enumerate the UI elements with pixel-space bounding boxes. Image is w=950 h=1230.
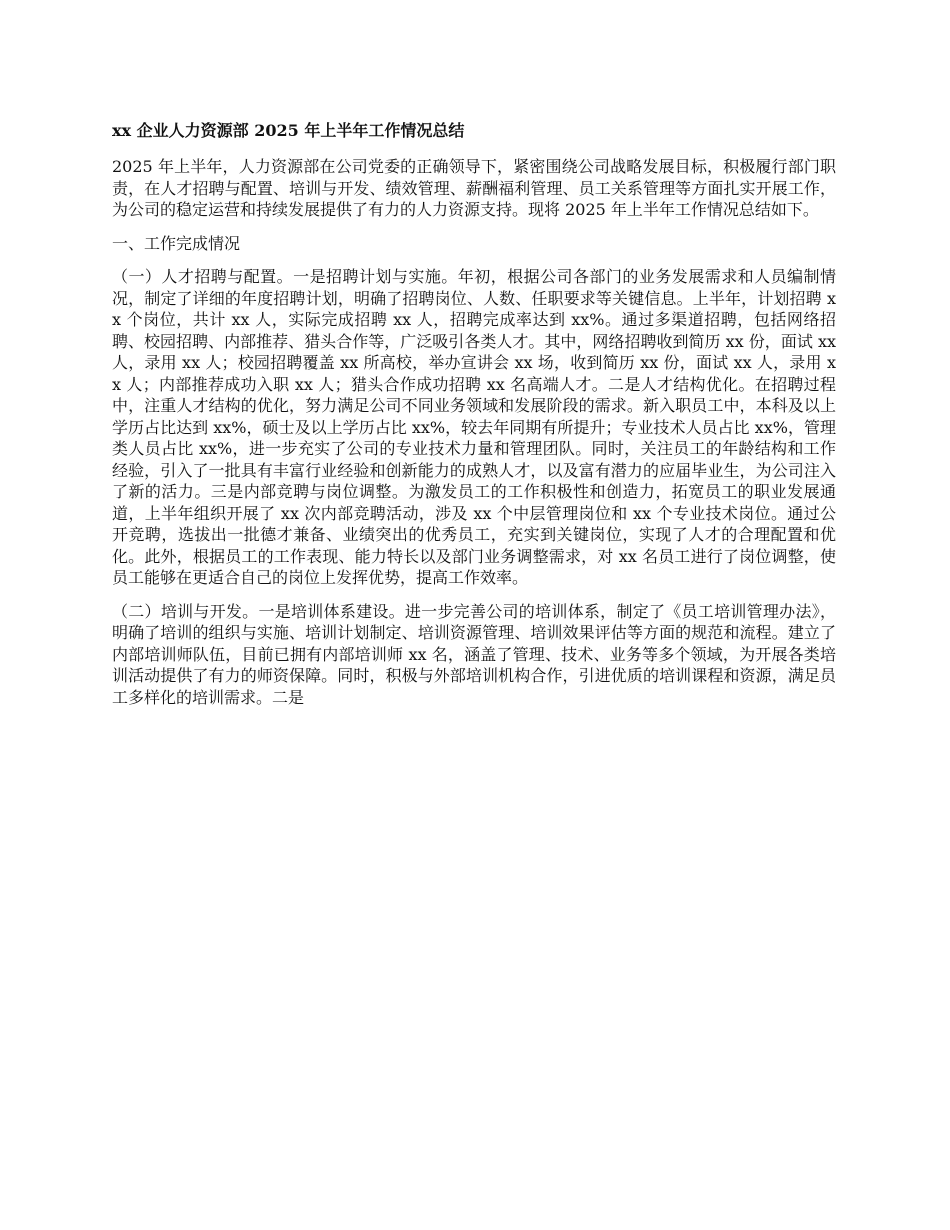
recruitment-paragraph: （一）人才招聘与配置。一是招聘计划与实施。年初，根据公司各部门的业务发展需求和人员编制情况，制定了详细的年度招聘计划，明确了招聘岗位、人数、任职要求等关键信息。上半年，计划招聘 xx 个岗位，共计 xx 人，实际完成招聘 xx 人，招聘完成率达到 xx%。通过多渠道招聘，包括网络招聘、校园招聘、内部推荐、猎头合作等，广泛吸引各类人才。其中，网络招聘收到简历 xx 份，面试 xx 人，录用 xx 人；校园招聘覆盖 xx 所高校，举办宣讲会 xx 场，收到简历 xx 份，面试 xx 人，录用 xx 人；内部推荐成功入职 xx 人；猎头合作成功招聘 xx 名高端人才。二是人才结构优化。在招聘过程中，注重人才结构的优化，努力满足公司不同业务领域和发展阶段的需求。新入职员工中，本科及以上学历占比达到 xx%，硕士及以上学历占比 xx%，较去年同期有所提升；专业技术人员占比 xx%，管理类人员占比 xx%，进一步充实了公司的专业技术力量和管理团队。同时，关注员工的年龄结构和工作经验，引入了一批具有丰富行业经验和创新能力的成熟人才，以及富有潜力的应届毕业生，为公司注入了新的活力。三是内部竞聘与岗位调整。为激发员工的工作积极性和创造力，拓宽员工的职业发展通道，上半年组织开展了 xx 次内部竞聘活动，涉及 xx 个中层管理岗位和 xx 个专业技术岗位。通过公开竞聘，选拔出一批德才兼备、业绩突出的优秀员工，充实到关键岗位，实现了人才的合理配置和优化。此外，根据员工的工作表现、能力特长以及部门业务调整需求，对 xx 名员工进行了岗位调整，使员工能够在更适合自己的岗位上发挥优势，提高工作效率。 bbox=[112, 267, 836, 587]
training-paragraph: （二）培训与开发。一是培训体系建设。进一步完善公司的培训体系，制定了《员工培训管理办法》，明确了培训的组织与实施、培训计划制定、培训资源管理、培训效果评估等方面的规范和流程。建立了内部培训师队伍，目前已拥有内部培训师 xx 名，涵盖了管理、技术、业务等多个领域，为开展各类培训活动提供了有力的师资保障。同时，积极与外部培训机构合作，引进优质的培训课程和资源，满足员工多样化的培训需求。二是 bbox=[112, 601, 836, 707]
document-title: xx 企业人力资源部 2025 年上半年工作情况总结 bbox=[112, 121, 465, 140]
section-heading: 一、工作完成情况 bbox=[112, 233, 241, 253]
intro-paragraph: 2025 年上半年，人力资源部在公司党委的正确领导下，紧密围绕公司战略发展目标，积极履行部门职责，在人才招聘与配置、培训与开发、绩效管理、薪酬福利管理、员工关系管理等方面扎实开展工作，为公司的稳定运营和持续发展提供了有力的人力资源支持。现将 2025 年上半年工作情况总结如下。 bbox=[112, 157, 836, 219]
document-page bbox=[112, 118, 836, 720]
